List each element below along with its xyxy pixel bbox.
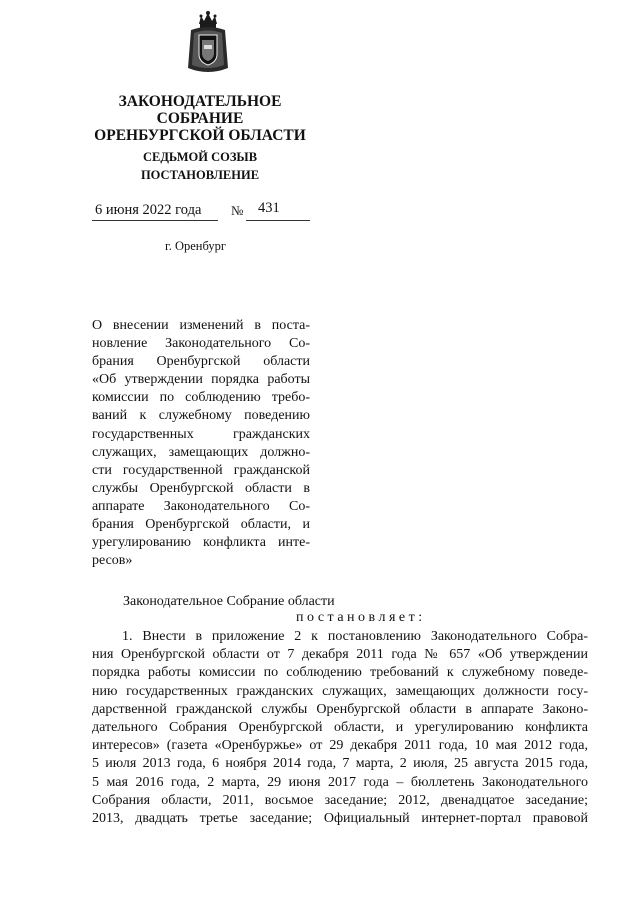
date-underline <box>92 220 218 221</box>
body-line: нию государственных гражданских служащих, замещающих должности госу- <box>92 683 588 699</box>
subject-line: ваний к служебному поведению <box>92 408 310 424</box>
subject-line: служащих, замещающих должно- <box>92 444 310 460</box>
document-type: ПОСТАНОВЛЕНИЕ <box>140 168 260 182</box>
subject-line: урегулированию конфликта инте- <box>92 535 310 551</box>
org-name-line2: СОБРАНИЕ <box>156 110 244 127</box>
resolution-body <box>92 628 588 828</box>
subject-line: службы Оренбургской области в <box>92 480 310 496</box>
number-sign: № <box>231 203 244 218</box>
org-name-line1: ЗАКОНОДАТЕЛЬНОЕ <box>118 93 282 110</box>
subject-line: сти государственной гражданской <box>92 462 310 478</box>
body-line: дательного Собрания Оренбургской области, и урегулированию конфликта <box>92 720 588 736</box>
body-line: ния Оренбургской области от 7 декабря 2011 года № 657 «Об утверждении <box>92 647 588 663</box>
date-number-row <box>0 200 639 222</box>
body-line: порядка работы комиссии по соблюдению требований к служебному поведе- <box>92 665 588 681</box>
body-line: дарственной гражданской службы Оренбургской области в аппарате Законо- <box>92 701 588 717</box>
document-number: 431 <box>258 200 280 216</box>
subject-line: брания Оренбургской области, и <box>92 517 310 533</box>
body-line: интересов» (газета «Оренбуржье» от 29 декабря 2011 года, 10 мая 2012 года, <box>92 738 588 754</box>
document-subject <box>92 317 310 570</box>
convocation: СЕДЬМОЙ СОЗЫВ <box>142 150 258 164</box>
body-line: 1. Внести в приложение 2 к постановлению Законодательного Собра- <box>122 629 588 644</box>
subject-line: новление Законодательного Со- <box>92 336 310 352</box>
subject-line: ресов» <box>92 553 133 569</box>
lead-phrase: Законодательное Собрание области <box>123 594 335 609</box>
subject-line: брания Оренбургской области <box>92 354 310 370</box>
subject-line: «Об утверждении порядка работы <box>92 372 310 388</box>
resolves-heading: постановляет: <box>296 610 426 625</box>
number-underline <box>246 220 310 221</box>
body-line: 5 июля 2013 года, 6 ноября 2014 года, 7 марта, 2 июля, 25 августа 2015 года, <box>92 756 588 772</box>
coat-of-arms-emblem <box>185 10 231 76</box>
subject-line: государственных гражданских <box>92 426 310 442</box>
city: г. Оренбург <box>165 239 226 253</box>
org-name-line3: ОРЕНБУРГСКОЙ ОБЛАСТИ <box>94 127 306 144</box>
body-line: 5 мая 2016 года, 2 марта, 29 июня 2017 года – бюллетень Законодательного <box>92 774 588 790</box>
subject-line: аппарате Законодательного Со- <box>92 498 310 514</box>
body-line: Собрания области, 2011, восьмое заседание; 2012, двенадцатое заседание; <box>92 792 588 808</box>
body-line: 2013, двадцать третье заседание; Официальный интернет-портал правовой <box>92 811 588 827</box>
document-date: 6 июня 2022 года <box>95 202 202 218</box>
subject-line: О внесении изменений в поста- <box>92 318 310 333</box>
subject-line: комиссии по соблюдению требо- <box>92 390 310 406</box>
